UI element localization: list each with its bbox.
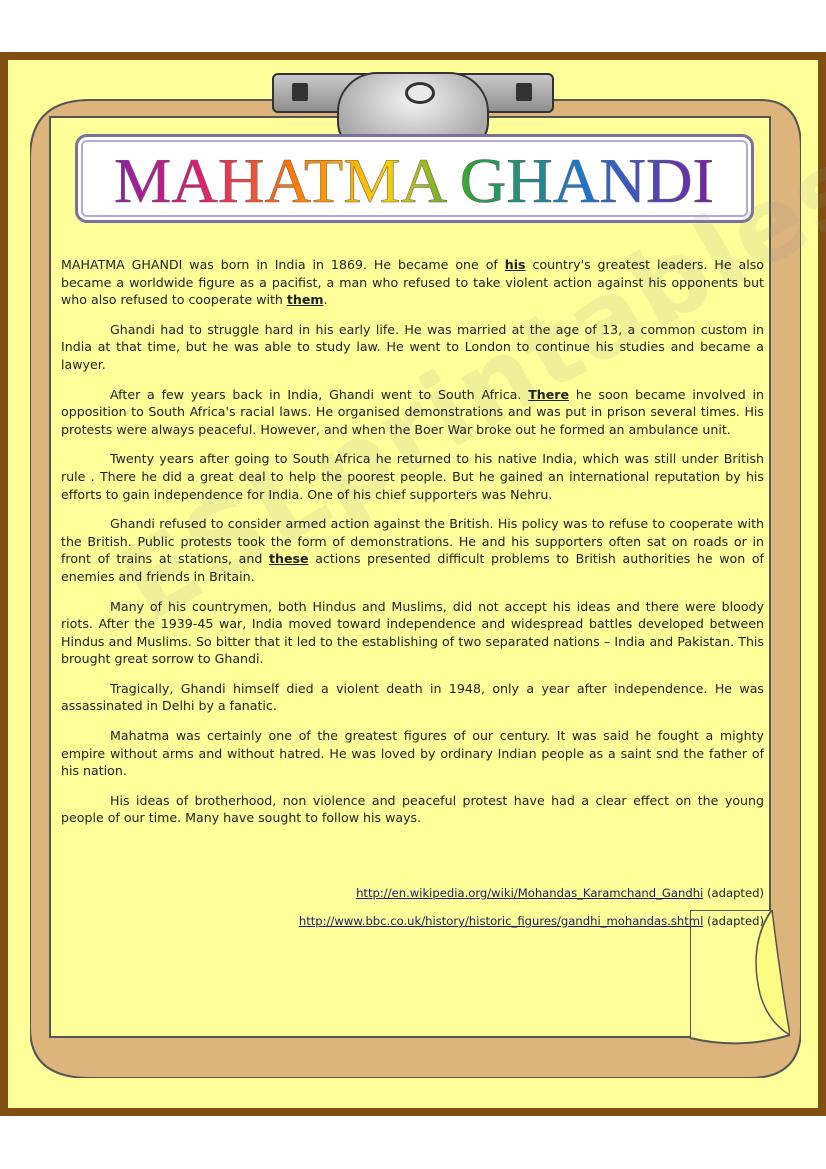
reference-2 (299, 914, 764, 928)
highlighted-word: his (504, 257, 526, 272)
page-title: MAHATMA GHANDI (114, 145, 714, 216)
reference-1 (356, 886, 764, 900)
paragraph-text: After a few years back in India, Ghandi went to South Africa. (110, 386, 529, 402)
highlighted-word: them (286, 292, 324, 308)
paragraph-text: Ghandi refused to consider armed action against the British. His policy was to refuse to cooperate with the British. Public protests took the form of demonstrations. He and his supporters often sat on roads or in front of trains at stations, and (61, 516, 764, 567)
paragraph-text: he soon became involved in opposition to South Africa's racial laws. He organised demonstrations and was put in prison several times. His protests were always peaceful. However, and when the Boer War broke out he formed an ambulance unit. (61, 386, 764, 437)
title-art (75, 134, 754, 223)
reference-note: (adapted) (703, 886, 764, 900)
reference-link-bbc[interactable]: http://www.bbc.co.uk/history/historic_figures/gandhi_mohandas.shtml (298, 914, 704, 928)
clip-slot-left (292, 83, 308, 101)
paragraph-text: country's greatest leaders. He also became a worldwide figure as a pacifist, a man who refused to take violent action against his opponents but who also refused to cooperate with (61, 257, 764, 308)
paragraph-3 (61, 386, 764, 439)
paragraph-9: His ideas of brotherhood, non violence and peaceful protest have had a clear effect on the young people of our time. Many have sought to follow his ways. (61, 792, 764, 826)
paragraph-text: actions presented difficult problems to British authorities he won of enemies and friends in Britain. (61, 551, 764, 584)
paragraph-8: Mahatma was certainly one of the greatest figures of our century. It was said he fought a mighty empire without arms and without hatred. He was loved by ordinary Indian people as a saint snd the father of his nation. (61, 728, 764, 779)
paragraph-1 (61, 256, 764, 309)
paragraph-text: MAHATMA GHANDI was born in India in 1869. He became one of (61, 257, 505, 272)
paragraph-text: . (323, 292, 328, 308)
paragraph-2: Ghandi had to struggle hard in his early life. He was married at the age of 13, a common custom in India at that time, but he was able to study law. He went to London to continue his studies and became a lawyer. (61, 321, 764, 372)
clip-slot-right (516, 83, 532, 101)
paragraph-7: Tragically, Ghandi himself died a violent death in 1948, only a year after independence. He was assassinated in Delhi by a fanatic. (61, 680, 764, 714)
paragraph-6: Many of his countrymen, both Hindus and Muslims, did not accept his ideas and there were bloody riots. After the 1939-45 war, India moved toward independence and widespread battles developed between Hindus and Muslims. So bitter that it led to the establishing of two separated nations – India and Pakistan. This brought great sorrow to Ghandi. (61, 598, 764, 667)
highlighted-word: There (528, 386, 570, 402)
reading-text (61, 256, 764, 839)
reference-link-wikipedia[interactable]: http://en.wikipedia.org/wiki/Mohandas_Karamchand_Gandhi (356, 886, 704, 900)
highlighted-word: these (268, 551, 309, 567)
paragraph-4: Twenty years after going to South Africa he returned to his native India, which was still under British rule . There he did a great deal to help the poorest people. But he gained an international reputation by his efforts to gain independence for India. One of his chief supporters was Nehru. (61, 451, 764, 502)
paragraph-5 (61, 515, 764, 585)
page-curl (690, 910, 790, 1045)
reference-note: (adapted) (703, 914, 764, 928)
clip-hole (405, 82, 435, 104)
